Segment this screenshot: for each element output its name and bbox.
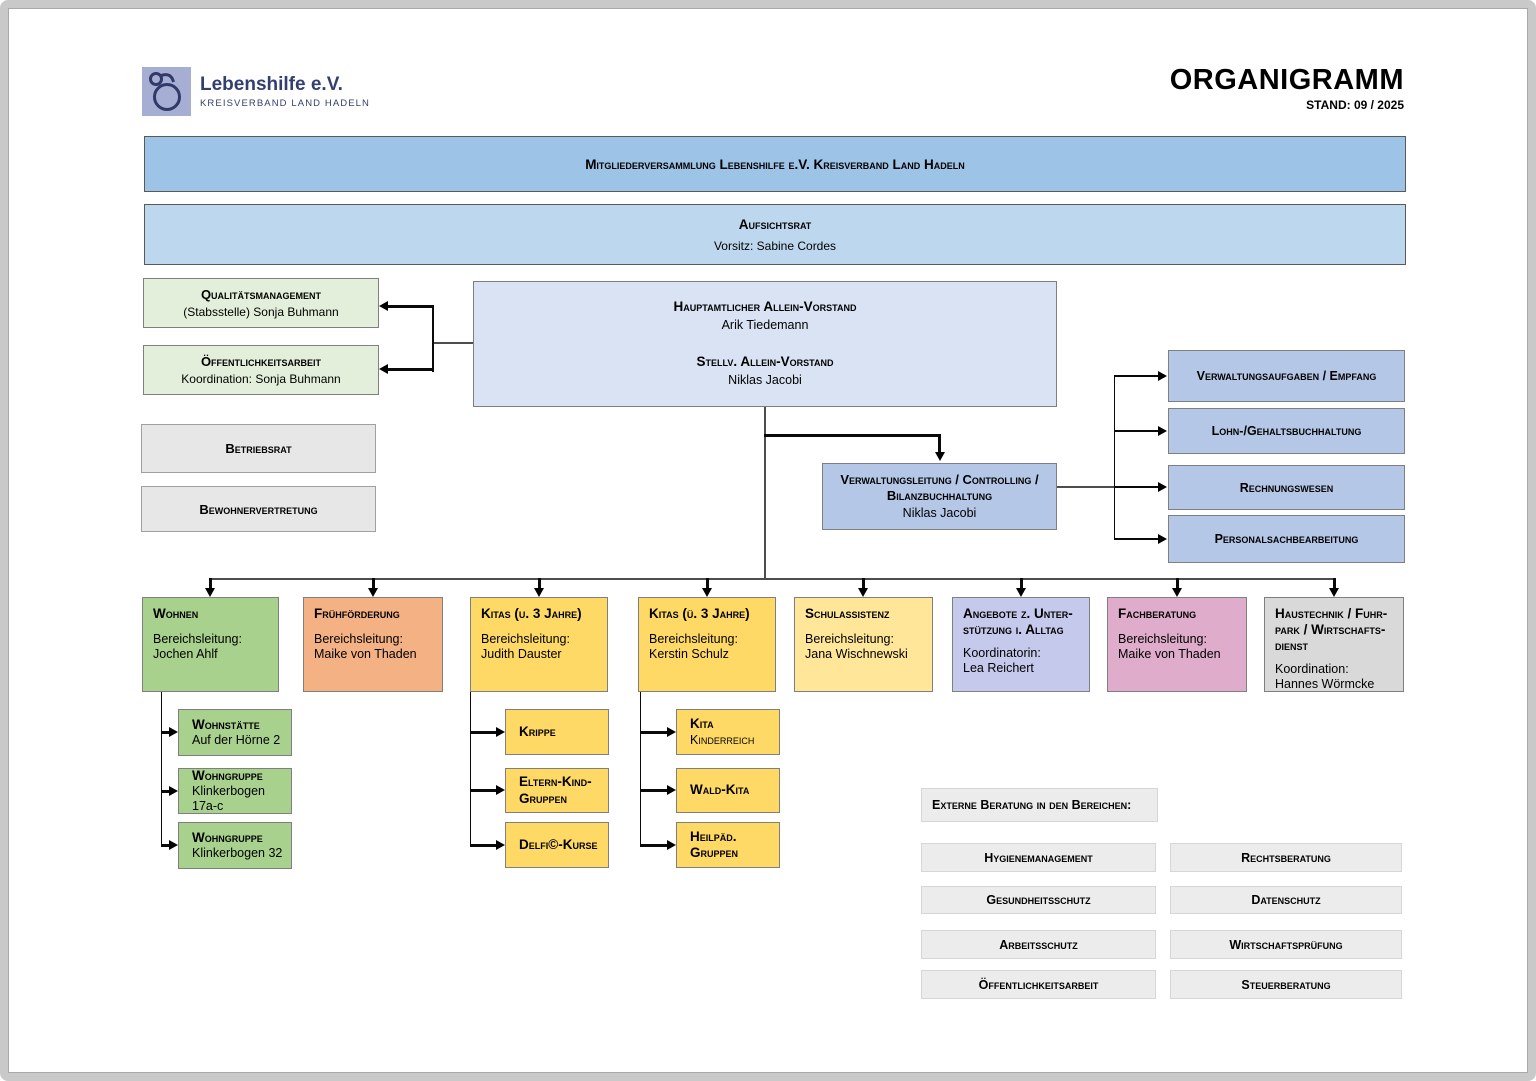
arrowhead xyxy=(169,727,178,737)
extern-box-arbeitsschutz xyxy=(921,930,1156,959)
sub-box-eltern-kind-gruppen xyxy=(505,768,609,813)
arrowhead xyxy=(379,364,388,374)
vorstand-title: Hauptamtlicher Allein-Vorstand xyxy=(673,299,857,314)
stellv-vorstand-title: Stellv. Allein-Vorstand xyxy=(696,354,834,369)
extern-box-oeffentlichkeitsarbeit xyxy=(921,970,1156,999)
admin-unit-label: Verwaltungsaufgaben / Empfang xyxy=(1196,369,1377,383)
extern-item-label: Gesundheitsschutz xyxy=(986,893,1091,907)
extern-item-label: Öffentlichkeitsarbeit xyxy=(978,977,1099,992)
aufsichtsrat-vorsitz: Vorsitz: Sabine Cordes xyxy=(713,239,837,253)
arrowhead xyxy=(1158,534,1167,544)
dept-title: Fachberatung xyxy=(1118,606,1197,621)
connector-line xyxy=(161,692,163,846)
dept-title: Wohnen xyxy=(153,606,199,621)
sub-title: Wohngruppe xyxy=(192,767,263,783)
sub-title: Eltern-Kind-Gruppen xyxy=(519,774,592,806)
sub-title: Krippe xyxy=(519,723,556,739)
sub-title: Wald-Kita xyxy=(690,782,750,798)
dept-lead-name: Maike von Thaden xyxy=(314,646,417,661)
oeffentlichkeitsarbeit-title: Öffentlichkeitsarbeit xyxy=(200,354,322,369)
sub-line: Kinderreich xyxy=(690,732,755,747)
arrowhead xyxy=(1158,371,1167,381)
dept-title: Haustechnik / Fuhrpark / Wirtschaftsdienst xyxy=(1275,606,1388,653)
sub-box-wohngruppe-17 xyxy=(178,768,292,814)
extern-item-label: Arbeitsschutz xyxy=(999,937,1078,952)
sub-title: Kita xyxy=(690,716,714,732)
dept-role: Koordinatorin: xyxy=(963,645,1041,660)
qm-title: Qualitätsmanagement xyxy=(200,287,322,302)
sub-title: Delfi©-Kurse xyxy=(519,836,598,852)
dept-role: Koordination: xyxy=(1275,661,1349,676)
extern-box-hygienemanagement xyxy=(921,843,1156,872)
sub-title: Wohnstätte xyxy=(192,716,260,732)
box-mitgliederversammlung xyxy=(144,136,1406,192)
connector-line xyxy=(938,434,941,453)
logo-title: Lebenshilfe e.V. xyxy=(200,74,343,95)
sub-box-delfi-kurse xyxy=(505,822,609,868)
connector-line xyxy=(764,407,766,579)
connector-line xyxy=(640,844,667,847)
logo-figure-icon xyxy=(142,67,191,116)
arrowhead xyxy=(858,588,868,597)
logo-text xyxy=(200,74,370,109)
dept-box-kitas-u3 xyxy=(470,597,608,692)
box-aufsichtsrat xyxy=(144,204,1406,265)
connector-line xyxy=(1114,430,1158,433)
sub-title: Heilpäd. Gruppen xyxy=(690,828,739,860)
box-bewohnervertretung xyxy=(141,486,376,532)
box-personalsachbearbeitung xyxy=(1168,515,1405,563)
stand-date: STAND: 09 / 2025 xyxy=(1306,98,1404,112)
sub-box-krippe xyxy=(505,709,609,755)
dept-box-kitas-ue3 xyxy=(638,597,776,692)
arrowhead xyxy=(534,588,544,597)
page-title: ORGANIGRAMM xyxy=(1169,64,1404,96)
connector-line xyxy=(470,789,496,792)
dept-role: Bereichsleitung: xyxy=(649,631,738,646)
connector-line xyxy=(640,789,667,792)
box-rechnungswesen xyxy=(1168,465,1405,510)
box-qualitaetsmanagement xyxy=(143,278,379,328)
extern-box-wirtschaftspruefung xyxy=(1170,930,1402,959)
extern-box-steuerberatung xyxy=(1170,970,1402,999)
extern-beratung-header xyxy=(921,788,1158,822)
verwaltungsleitung-title: Verwaltungsleitung / Controlling / Bilanzbuchhaltung xyxy=(840,472,1039,503)
lebenshilfe-logo-icon xyxy=(142,67,191,116)
verwaltungsleitung-name: Niklas Jacobi xyxy=(902,506,977,521)
connector-line xyxy=(1114,375,1158,378)
sub-title: Wohngruppe xyxy=(192,829,263,845)
arrowhead xyxy=(496,727,505,737)
box-verwaltungsaufgaben-empfang xyxy=(1168,350,1405,402)
logo-subtitle: KREISVERBAND LAND HADELN xyxy=(200,98,370,109)
arrowhead xyxy=(667,727,676,737)
extern-item-label: Steuerberatung xyxy=(1241,977,1331,992)
dept-role: Bereichsleitung: xyxy=(314,631,403,646)
arrowhead xyxy=(1016,588,1026,597)
dept-role: Bereichsleitung: xyxy=(1118,631,1207,646)
sub-box-wohnstaette xyxy=(178,709,292,756)
extern-box-rechtsberatung xyxy=(1170,843,1402,872)
arrowhead xyxy=(1329,588,1339,597)
aufsichtsrat-title: Aufsichtsrat xyxy=(738,217,812,232)
dept-box-haustechnik xyxy=(1264,597,1404,692)
connector-line xyxy=(470,844,496,847)
arrowhead xyxy=(169,840,178,850)
dept-box-angebote-alltag xyxy=(952,597,1090,692)
dept-role: Bereichsleitung: xyxy=(805,631,894,646)
connector-line xyxy=(1114,376,1116,539)
mitgliederversammlung-label: Mitgliederversammlung Lebenshilfe e.V. Kreisverband Land Hadeln xyxy=(585,156,965,172)
arrowhead xyxy=(667,840,676,850)
arrowhead xyxy=(702,588,712,597)
extern-box-gesundheitsschutz xyxy=(921,886,1156,914)
dept-box-fruehfoerderung xyxy=(303,597,443,692)
dept-title: Schulassistenz xyxy=(805,606,890,621)
vorstand-name: Arik Tiedemann xyxy=(721,318,809,332)
admin-unit-label: Personalsachbearbeitung xyxy=(1214,532,1359,546)
connector-line xyxy=(1114,486,1158,489)
arrowhead xyxy=(205,588,215,597)
connector-line xyxy=(470,731,496,734)
connector-line xyxy=(1057,486,1115,488)
sub-box-wald-kita xyxy=(676,768,780,813)
sub-box-wohngruppe-32 xyxy=(178,822,292,869)
arrowhead xyxy=(935,452,945,461)
connector-line xyxy=(388,305,433,308)
arrowhead xyxy=(496,840,505,850)
dept-lead-name: Jana Wischnewski xyxy=(805,646,908,661)
connector-line xyxy=(640,692,642,846)
connector-line xyxy=(388,368,433,371)
sub-box-kita-kinderreich xyxy=(676,709,780,755)
page-title-block xyxy=(1170,64,1404,112)
qm-line: (Stabsstelle) Sonja Buhmann xyxy=(183,305,339,319)
dept-title: Kitas (ü. 3 Jahre) xyxy=(649,606,750,621)
box-vorstand xyxy=(473,281,1057,407)
sub-line: Klinkerbogen 17a-c xyxy=(192,784,265,814)
arrowhead xyxy=(1158,426,1167,436)
box-lohn-gehaltsbuchhaltung xyxy=(1168,408,1405,454)
extern-item-label: Hygienemanagement xyxy=(984,850,1093,865)
admin-unit-label: Rechnungswesen xyxy=(1239,480,1334,495)
dept-lead-name: Jochen Ahlf xyxy=(153,646,218,661)
stellv-vorstand-name: Niklas Jacobi xyxy=(728,373,802,387)
connector-line xyxy=(640,731,667,734)
sub-box-heilpaed-gruppen xyxy=(676,822,780,868)
arrowhead xyxy=(496,785,505,795)
dept-role: Bereichsleitung: xyxy=(481,631,570,646)
arrowhead xyxy=(1172,588,1182,597)
box-oeffentlichkeitsarbeit xyxy=(143,345,379,395)
bewohnervertretung-label: Bewohnervertretung xyxy=(199,501,318,517)
dept-lead-name: Hannes Wörmcke xyxy=(1275,676,1375,691)
dept-lead-name: Lea Reichert xyxy=(963,660,1034,675)
dept-lead-name: Maike von Thaden xyxy=(1118,646,1221,661)
extern-item-label: Rechtsberatung xyxy=(1241,850,1331,865)
admin-unit-label: Lohn-/Gehaltsbuchhaltung xyxy=(1211,424,1362,438)
arrowhead xyxy=(1158,482,1167,492)
dept-title: Angebote z. Unterstützung i. Alltag xyxy=(963,606,1073,637)
oeffentlichkeitsarbeit-line: Koordination: Sonja Buhmann xyxy=(181,372,341,386)
sub-line: Auf der Hörne 2 xyxy=(192,733,281,748)
extern-item-label: Wirtschaftsprüfung xyxy=(1229,937,1343,952)
box-verwaltungsleitung xyxy=(822,463,1057,530)
dept-lead-name: Judith Dauster xyxy=(481,646,562,661)
extern-item-label: Datenschutz xyxy=(1251,893,1321,907)
arrowhead xyxy=(169,786,178,796)
dept-title: Frühförderung xyxy=(314,606,400,621)
extern-box-datenschutz xyxy=(1170,886,1402,914)
dept-box-fachberatung xyxy=(1107,597,1247,692)
connector-line xyxy=(470,692,472,846)
arrowhead xyxy=(368,588,378,597)
extern-header-label: Externe Beratung in den Bereichen: xyxy=(932,798,1132,812)
arrowhead xyxy=(667,785,676,795)
connector-line xyxy=(1114,538,1158,541)
dept-title: Kitas (u. 3 Jahre) xyxy=(481,606,582,621)
betriebsrat-label: Betriebsrat xyxy=(225,441,292,456)
connector-line xyxy=(764,434,941,437)
connector-line xyxy=(210,578,1334,580)
dept-box-wohnen xyxy=(142,597,279,692)
dept-lead-name: Kerstin Schulz xyxy=(649,646,729,661)
connector-line xyxy=(432,305,434,372)
dept-role: Bereichsleitung: xyxy=(153,631,242,646)
connector-line xyxy=(432,342,473,344)
arrowhead xyxy=(379,301,388,311)
dept-box-schulassistenz xyxy=(794,597,933,692)
sub-line: Klinkerbogen 32 xyxy=(192,846,283,861)
box-betriebsrat xyxy=(141,424,376,473)
